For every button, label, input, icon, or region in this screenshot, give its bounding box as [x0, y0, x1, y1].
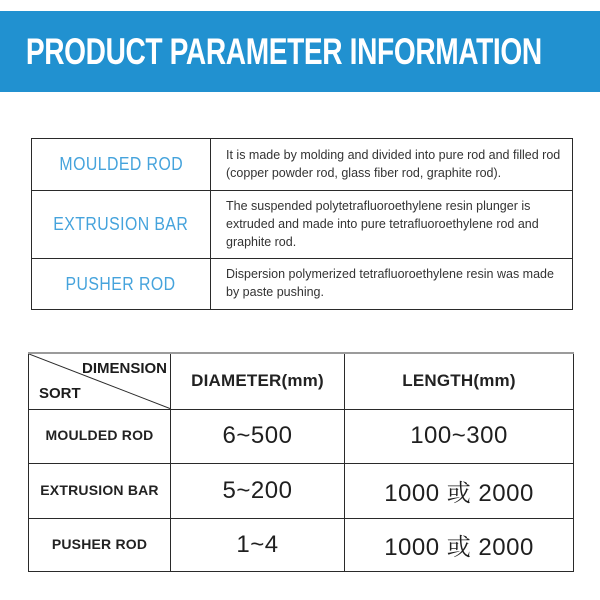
corner-header-cell [29, 353, 171, 409]
column-header-diameter [171, 353, 345, 409]
product-description-cell [211, 139, 573, 191]
table-row [32, 259, 573, 310]
column-header-length-label: LENGTH(mm) [402, 371, 516, 391]
product-description-extrusion-bar: The suspended polytetrafluoroethylene resin plunger is extruded and made into pure tetrafluoroethylene rod and graphite rod. [226, 199, 539, 249]
product-label-pusher-rod: PUSHER ROD [65, 273, 176, 294]
dimension-diameter-cell [171, 463, 345, 518]
table-row [29, 463, 574, 518]
dimension-table-header-row [29, 353, 574, 409]
product-description-table [31, 138, 573, 310]
product-label-moulded-rod: MOULDED ROD [59, 154, 183, 174]
dimension-length-cell [345, 409, 574, 463]
table-row [32, 139, 573, 191]
dimension-sort-pusher-rod: PUSHER ROD [51, 535, 148, 552]
table-row [29, 409, 574, 463]
dimension-diameter-cell [171, 409, 345, 463]
dimension-sort-cell [29, 518, 171, 571]
dimension-sort-moulded-rod: MOULDED ROD [45, 427, 154, 443]
column-header-length [345, 353, 574, 409]
product-label-extrusion-bar: EXTRUSION BAR [53, 214, 189, 235]
length-value: 1000 或 2000 [384, 480, 534, 507]
page-title: PRODUCT PARAMETER INFORMATION [25, 30, 542, 72]
product-description-pusher-rod: Dispersion polymerized tetrafluoroethylene resin was made by paste pushing. [226, 267, 554, 299]
length-value: 1000 或 2000 [384, 534, 534, 561]
product-label-cell [32, 139, 211, 191]
product-description-cell [211, 259, 573, 310]
corner-label-dimension: DIMENSION [81, 360, 167, 377]
dimension-diameter-cell [171, 518, 345, 571]
table-row [29, 518, 574, 571]
product-description-moulded-rod: It is made by molding and divided into pure rod and filled rod (copper powder rod, glass fiber rod, graphite rod). [226, 147, 561, 180]
dimension-length-cell [345, 518, 574, 571]
title-banner [0, 11, 600, 92]
product-description-cell [211, 191, 573, 259]
column-header-diameter-label: DIAMETER(mm) [191, 371, 324, 391]
product-label-cell [32, 259, 211, 310]
dimension-sort-cell [29, 409, 171, 463]
diameter-value: 6~500 [222, 422, 293, 449]
dimension-table [28, 352, 574, 572]
diameter-value: 5~200 [222, 476, 293, 504]
length-value: 100~300 [410, 422, 508, 449]
dimension-sort-extrusion-bar: EXTRUSION BAR [40, 481, 159, 498]
dimension-length-cell [345, 463, 574, 518]
table-row [32, 191, 573, 259]
product-label-cell [32, 191, 211, 259]
diameter-value: 1~4 [236, 530, 279, 558]
dimension-sort-cell [29, 463, 171, 518]
corner-label-sort: SORT [39, 384, 81, 402]
